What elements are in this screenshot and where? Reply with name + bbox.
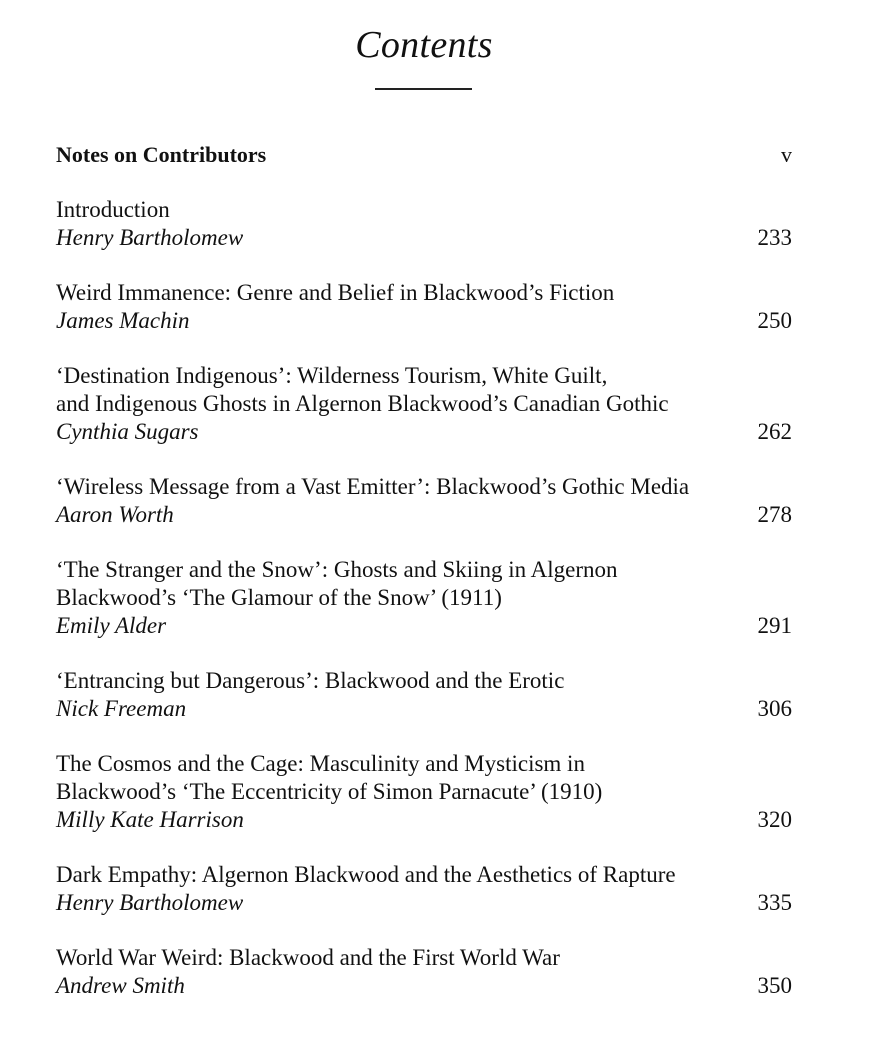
entry-page-number: 262 bbox=[757, 419, 792, 444]
entry-author: Henry Bartholomew bbox=[56, 890, 244, 915]
toc-entry[interactable] bbox=[56, 196, 792, 252]
entry-title-line: Dark Empathy: Algernon Blackwood and the Aesthetics of Rapture bbox=[56, 862, 676, 887]
front-matter-label: Notes on Contributors bbox=[56, 142, 267, 167]
toc-entry[interactable] bbox=[56, 667, 792, 723]
entry-title-line: ‘Destination Indigenous’: Wilderness Tourism, White Guilt, bbox=[56, 363, 608, 388]
front-matter-page: v bbox=[781, 142, 792, 167]
entry-author: Emily Alder bbox=[56, 613, 167, 638]
toc-entry[interactable] bbox=[56, 473, 792, 529]
page-title: Contents bbox=[355, 24, 493, 66]
entry-page-number: 320 bbox=[757, 807, 792, 832]
entry-title-line: The Cosmos and the Cage: Masculinity and Mysticism in bbox=[56, 751, 585, 776]
entry-page-number: 350 bbox=[757, 973, 792, 998]
toc-entry[interactable] bbox=[56, 944, 792, 1000]
entry-page-number: 233 bbox=[757, 225, 792, 250]
entry-title-line: ‘The Stranger and the Snow’: Ghosts and Skiing in Algernon bbox=[56, 557, 618, 582]
title-rule bbox=[375, 88, 472, 90]
entry-page-number: 306 bbox=[757, 696, 792, 721]
entry-page-number: 250 bbox=[757, 308, 792, 333]
entry-title-line: Introduction bbox=[56, 197, 170, 222]
entry-author: Aaron Worth bbox=[56, 502, 174, 527]
entry-title-line: World War Weird: Blackwood and the First World War bbox=[56, 945, 560, 970]
toc-entry[interactable] bbox=[56, 556, 792, 640]
entry-author: Henry Bartholomew bbox=[56, 225, 244, 250]
entry-title-line: and Indigenous Ghosts in Algernon Blackwood’s Canadian Gothic bbox=[56, 391, 669, 416]
entry-author: Nick Freeman bbox=[56, 696, 187, 721]
toc-entry[interactable] bbox=[56, 750, 792, 834]
table-of-contents bbox=[56, 141, 792, 1027]
entry-title-line: Blackwood’s ‘The Glamour of the Snow’ (1911) bbox=[56, 585, 502, 610]
entry-author: Cynthia Sugars bbox=[56, 419, 199, 444]
toc-front-matter[interactable] bbox=[56, 141, 792, 169]
entry-author: Milly Kate Harrison bbox=[56, 807, 244, 832]
entry-author: James Machin bbox=[56, 308, 190, 333]
toc-entry[interactable] bbox=[56, 861, 792, 917]
entry-title-line: ‘Entrancing but Dangerous’: Blackwood and the Erotic bbox=[56, 668, 565, 693]
entry-title-line: Weird Immanence: Genre and Belief in Blackwood’s Fiction bbox=[56, 280, 615, 305]
entry-title-line: Blackwood’s ‘The Eccentricity of Simon Parnacute’ (1910) bbox=[56, 779, 603, 804]
entry-author: Andrew Smith bbox=[56, 973, 185, 998]
entry-page-number: 278 bbox=[757, 502, 792, 527]
toc-entry[interactable] bbox=[56, 362, 792, 446]
entry-title-line: ‘Wireless Message from a Vast Emitter’: Blackwood’s Gothic Media bbox=[56, 474, 690, 499]
toc-entry[interactable] bbox=[56, 279, 792, 335]
entry-page-number: 291 bbox=[757, 613, 792, 638]
entry-page-number: 335 bbox=[757, 890, 792, 915]
